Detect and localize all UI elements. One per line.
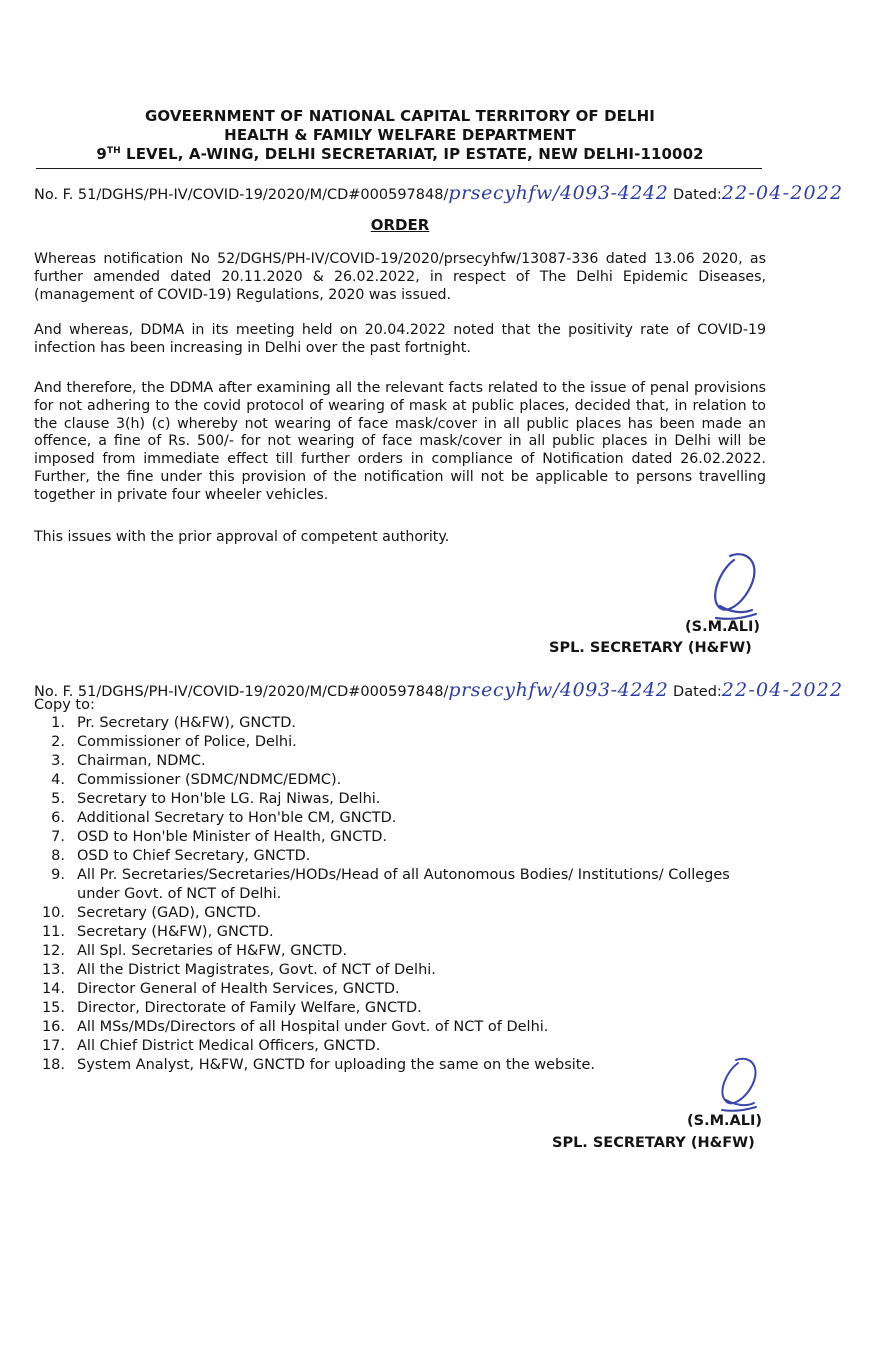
paragraph-approval: This issues with the prior approval of competent authority. (34, 529, 450, 545)
handwritten-number: prsecyhfw/4093-4242 (448, 679, 669, 701)
copy-to-list (34, 714, 777, 1075)
file-number: No. F. 51/DGHS/PH-IV/COVID-19/2020/M/CD#000597848/ (34, 684, 449, 700)
list-item: 11. Secretary (H&FW), GNCTD. (41, 924, 274, 940)
list-item: 4. Commissioner (SDMC/NDMC/EDMC). (51, 772, 342, 788)
list-item: 3. Chairman, NDMC. (51, 753, 206, 769)
header-address: 9TH LEVEL, A-WING, DELHI SECRETARIAT, IP ESTATE, NEW DELHI-110002 (96, 145, 704, 163)
copy-to-label: Copy to: (34, 697, 95, 713)
list-item: 6. Additional Secretary to Hon'ble CM, GNCTD. (51, 810, 397, 826)
paragraph-whereas: Whereas notification No 52/DGHS/PH-IV/COVID-19/2020/prsecyhfw/13087-336 dated 13.06 2020, as further amended dated 20.11.2020 & 26.02.2022, in respect of The Delhi Epidemic Diseases, (management of COVID-19) Regulations, 2020 was issued. (34, 251, 766, 303)
list-item: 17. All Chief District Medical Officers, GNCTD. (41, 1038, 381, 1054)
signatory-designation-copy: SPL. SECRETARY (H&FW) (552, 1135, 755, 1151)
header-government: GOVEERNMENT OF NATIONAL CAPITAL TERRITORY OF DELHI (145, 107, 655, 125)
handwritten-date: 22-04-2022 (721, 182, 844, 204)
header-department: HEALTH & FAMILY WELFARE DEPARTMENT (224, 126, 576, 144)
list-item: 10. Secretary (GAD), GNCTD. (41, 905, 262, 921)
list-item: 16. All MSs/MDs/Directors of all Hospital under Govt. of NCT of Delhi. (41, 1019, 549, 1035)
paragraph-and-therefore: And therefore, the DDMA after examining all the relevant facts related to the issue of penal provisions for not adhering to the covid protocol of wearing of mask at public places, decided that, in relation to the clause 3(h) (c) whereby not wearing of face mask/cover in all public places has been made an offence, a fine of Rs. 500/- for not wearing of face mask/cover in all public places in Delhi will be imposed from immediate effect till further orders in compliance of Notification dated 26.02.2022. Further, the fine under this provision of the notification will not be applicable to persons travelling together in private four wheeler vehicles. (34, 380, 766, 503)
list-item: 13. All the District Magistrates, Govt. of NCT of Delhi. (41, 962, 436, 978)
header-divider (36, 168, 762, 169)
list-item: 1. Pr. Secretary (H&FW), GNCTD. (51, 715, 296, 731)
list-item: 8. OSD to Chief Secretary, GNCTD. (51, 848, 311, 864)
list-item: 9. All Pr. Secretaries/Secretaries/HODs/Head of all Autonomous Bodies/ Institutions/ Colleges under Govt. of NCT of Delhi. (51, 867, 730, 902)
list-item: 2. Commissioner of Police, Delhi. (51, 734, 297, 750)
paragraph-and-whereas: And whereas, DDMA in its meeting held on 20.04.2022 noted that the positivity rate of COVID-19 infection has been increasing in Delhi over the past fortnight. (34, 322, 766, 356)
list-item: 18. System Analyst, H&FW, GNCTD for uploading the same on the website. (41, 1057, 596, 1073)
handwritten-number: prsecyhfw/4093-4242 (448, 182, 669, 204)
file-number: No. F. 51/DGHS/PH-IV/COVID-19/2020/M/CD#000597848/ (34, 187, 449, 203)
list-item: 14. Director General of Health Services, GNCTD. (41, 981, 400, 997)
reference-line (34, 182, 843, 204)
list-item: 15. Director, Directorate of Family Welfare, GNCTD. (41, 1000, 422, 1016)
list-item: 7. OSD to Hon'ble Minister of Health, GNCTD. (51, 829, 388, 845)
dated-label: Dated: (673, 684, 722, 700)
list-item: 12. All Spl. Secretaries of H&FW, GNCTD. (41, 943, 348, 959)
order-title: ORDER (370, 216, 430, 234)
dated-label: Dated: (673, 187, 722, 203)
signatory-name: (S.M.ALI) (685, 619, 760, 635)
signatory-designation: SPL. SECRETARY (H&FW) (549, 640, 752, 656)
list-item: 5. Secretary to Hon'ble LG. Raj Niwas, Delhi. (51, 791, 381, 807)
handwritten-date: 22-04-2022 (721, 679, 844, 701)
reference-line-copy (34, 679, 843, 701)
signatory-name-copy: (S.M.ALI) (687, 1113, 762, 1129)
